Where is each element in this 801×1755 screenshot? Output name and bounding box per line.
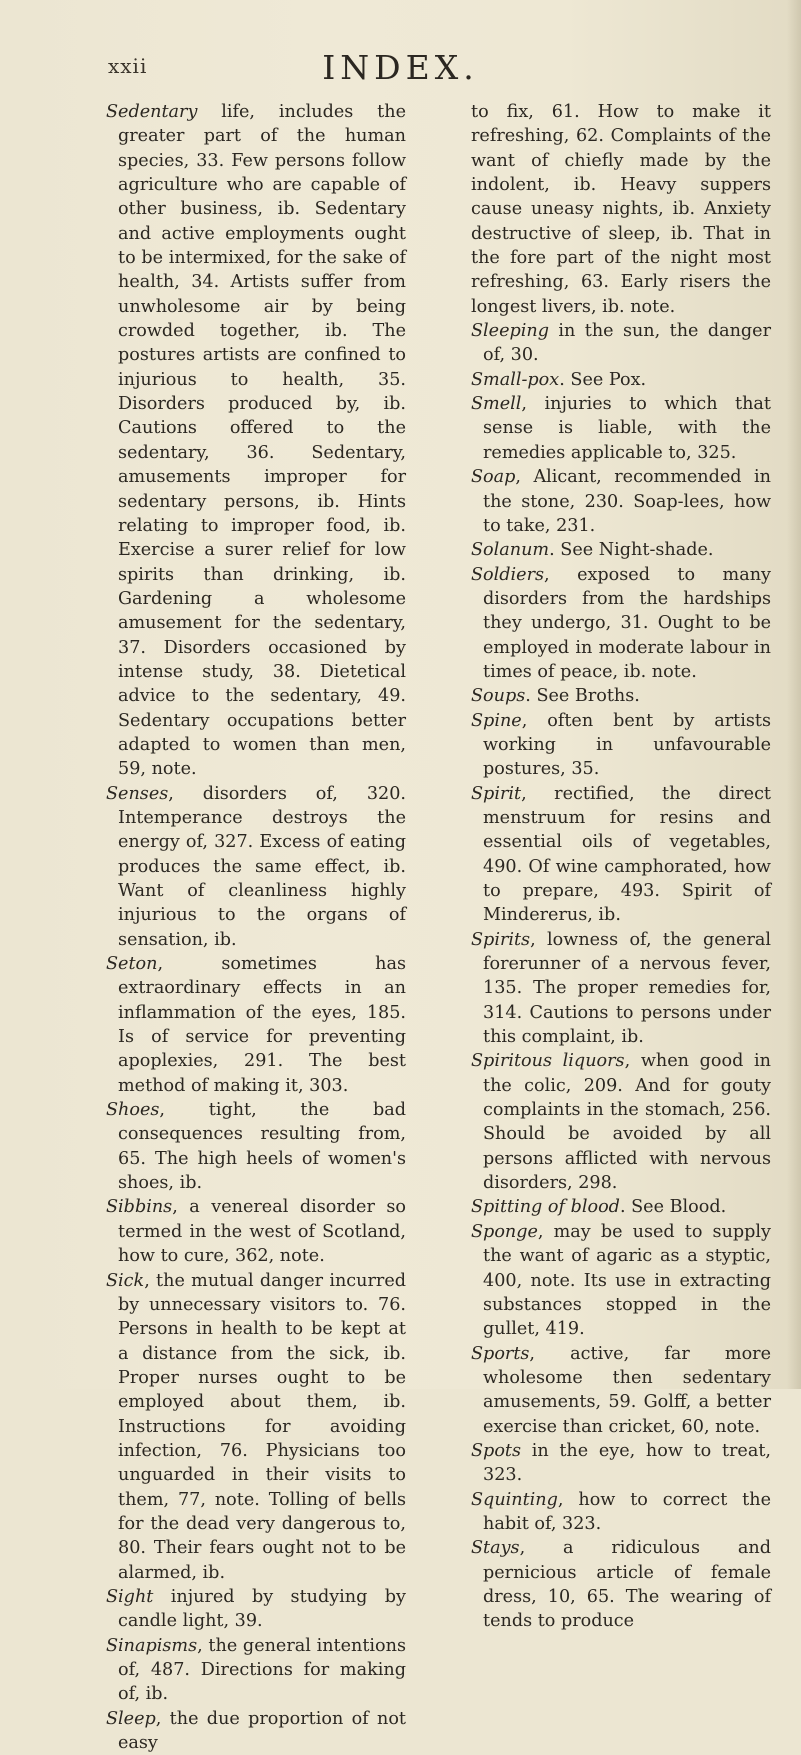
index-entry [471,1536,771,1633]
entry-text: , tight, the bad consequences resulting from, 65. The high heels of women's shoes, ib. [118,1100,406,1194]
entry-term: Sleep [106,1708,156,1729]
entry-text: in the eye, how to treat, 323. [483,1440,771,1486]
entry-term: Sports [471,1343,530,1364]
entry-term: Squinting [471,1489,558,1510]
index-entry [471,1220,771,1342]
index-entry [471,1439,771,1488]
entry-text: , how to correct the habit of, 323. [483,1489,771,1534]
entry-term: Spirits [471,929,531,950]
index-entry [471,684,771,708]
index-entry [106,952,406,1098]
entry-term: Solanum [471,540,550,561]
entry-text: , often bent by artists working in unfavourable postures, 35. [483,710,771,780]
entry-term: Spirit [471,783,522,804]
entry-text: . See Blood. [619,1197,727,1218]
left-column [106,100,406,1755]
entry-text: , exposed to many disorders from the hardships they undergo, 31. Ought to be employed in moderate labour in times of peace, ib. note. [483,564,771,682]
page-edge-shadow [787,0,801,1389]
index-entry [471,1195,771,1219]
index-entry [471,1049,771,1195]
entry-term: Spots [471,1440,522,1461]
index-entry [106,1707,406,1755]
entry-text: . See Broths. [525,686,640,707]
entry-text: , a ridiculous and pernicious article of female dress, 10, 65. The wearing of tends to produce [483,1538,771,1632]
index-entry [471,782,771,928]
entry-term: Senses [106,783,169,804]
index-entry [471,392,771,465]
entry-text: , injuries to which that sense is liable, with the remedies applicable to, 325. [483,394,771,463]
entry-text: , sometimes has extraordinary effects in an inflammation of the eyes, 185. Is of service for preventing apoplexies, 291. The best method of making it, 303. [118,954,406,1096]
entry-term: Sedentary [106,102,198,122]
entry-term: Sibbins [106,1197,173,1218]
page-number: xxii [108,54,148,78]
index-entry [471,319,771,368]
index-entry [106,1098,406,1195]
entry-term: Sinapisms [106,1635,198,1656]
entry-term: Sight [106,1586,154,1607]
index-entry [471,709,771,782]
index-entry [471,100,771,319]
index-entry [471,368,771,392]
entry-term: Sleeping [471,321,549,342]
index-entry [106,1269,406,1585]
entry-text: , the mutual danger incurred by unnecessary visitors to. 76. Persons in health to be kept at a distance from the sick, ib. Proper nurses ought to be employed about them, ib. Instructions for avoiding infection, 76. Physicians too unguarded in their visits to them, 77, note. Tolling of bells for the dead very dangerous to, 80. Their fears ought not to be alarmed, ib. [118,1270,406,1583]
entry-text: , the due proportion of not easy [118,1708,406,1754]
entry-text: life, includes the greater part of the human species, 33. Few persons follow agriculture who are capable of other business, ib. Sedentary and active employments ought to be intermixed, for the sake of health, 34. Artists suffer from unwholesome air by being crowded together, ib. The postures artists are confined to injurious to health, 35. Disorders produced by, ib. Cautions offered to the sedentary, 36. Sedentary, amusements improper for sedentary persons, ib. Hints relating to improper food, ib. Exercise a surer relief for low spirits than drinking, ib. Gardening a wholesome amusement for the sedentary, 37. Disorders occasioned by intense study, 38. Dietetical advice to the sedentary, 49. Sedentary occupations better adapted to women than men, 59, note. [118,102,406,780]
entry-term: Stays [471,1538,520,1559]
index-entry [106,1634,406,1707]
entry-text: , active, far more wholesome then sedentary amusements, 59. Golff, a better exercise than cricket, 60, note. [483,1343,771,1437]
index-entry [471,1488,771,1537]
entry-term: Small-pox [471,369,560,390]
entry-term: Seton [106,954,158,975]
entry-term: Shoes [106,1100,160,1121]
right-column [471,100,771,1634]
index-entry [471,465,771,538]
entry-term: Soldiers [471,564,545,585]
index-entry [106,782,406,952]
entry-text: , lowness of, the general forerunner of a nervous fever, 135. The proper remedies for, 314. Cautions to persons under this complaint, ib. [483,929,771,1048]
entry-text: , disorders of, 320. Intemperance destroys the energy of, 327. Excess of eating produces the same effect, ib. Want of cleanliness highly injurious to the organs of sensation, ib. [118,783,406,950]
entry-text: . See Pox. [559,369,647,390]
entry-text: . See Night-shade. [549,540,714,561]
index-entry [471,1342,771,1439]
entry-term: Spiritous liquors [471,1051,625,1072]
entry-term: Sick [106,1270,145,1291]
entry-text: , a venereal disorder so termed in the west of Scotland, how to cure, 362, note. [118,1197,406,1267]
index-entry [471,928,771,1050]
entry-text: , Alicant, recommended in the stone, 230. Soap-lees, how to take, 231. [483,467,771,536]
index-entry [471,563,771,685]
entry-term: Soap [471,467,516,488]
index-entry [106,100,406,782]
entry-text: in the sun, the danger of, 30. [483,321,771,366]
entry-term: Spitting of blood [471,1197,620,1218]
entry-term: Smell [471,394,522,415]
page-header [0,48,801,88]
entry-text: , rectified, the direct menstruum for resins and essential oils of vegetables, 490. Of wine camphorated, how to prepare, 493. Spirit of Mindererus, ib. [483,783,771,926]
index-entry [106,1585,406,1634]
entry-text: to fix, 61. How to make it refreshing, 62. Complaints of the want of chiefly made by the indolent, ib. Heavy suppers cause uneasy nights, ib. Anxiety destructive of sleep, ib. That in the fore part of the night most refreshing, 63. Early risers the longest livers, ib. note. [471,102,771,317]
entry-text: , the general intentions of, 487. Directions for making of, ib. [118,1635,406,1705]
index-entry [471,538,771,562]
entry-text: injured by studying by candle light, 39. [118,1586,406,1632]
entry-term: Spine [471,710,522,731]
entry-term: Soups [471,686,526,707]
entry-text: , when good in the colic, 209. And for gouty complaints in the stomach, 256. Should be avoided by all persons afflicted with nervous disorders, 298. [483,1051,771,1194]
index-entry [106,1195,406,1268]
entry-term: Sponge [471,1221,538,1242]
entry-text: , may be used to supply the want of agaric as a styptic, 400, note. Its use in extracting substances stopped in the gullet, 419. [483,1221,771,1340]
page-title: INDEX. [322,48,479,87]
